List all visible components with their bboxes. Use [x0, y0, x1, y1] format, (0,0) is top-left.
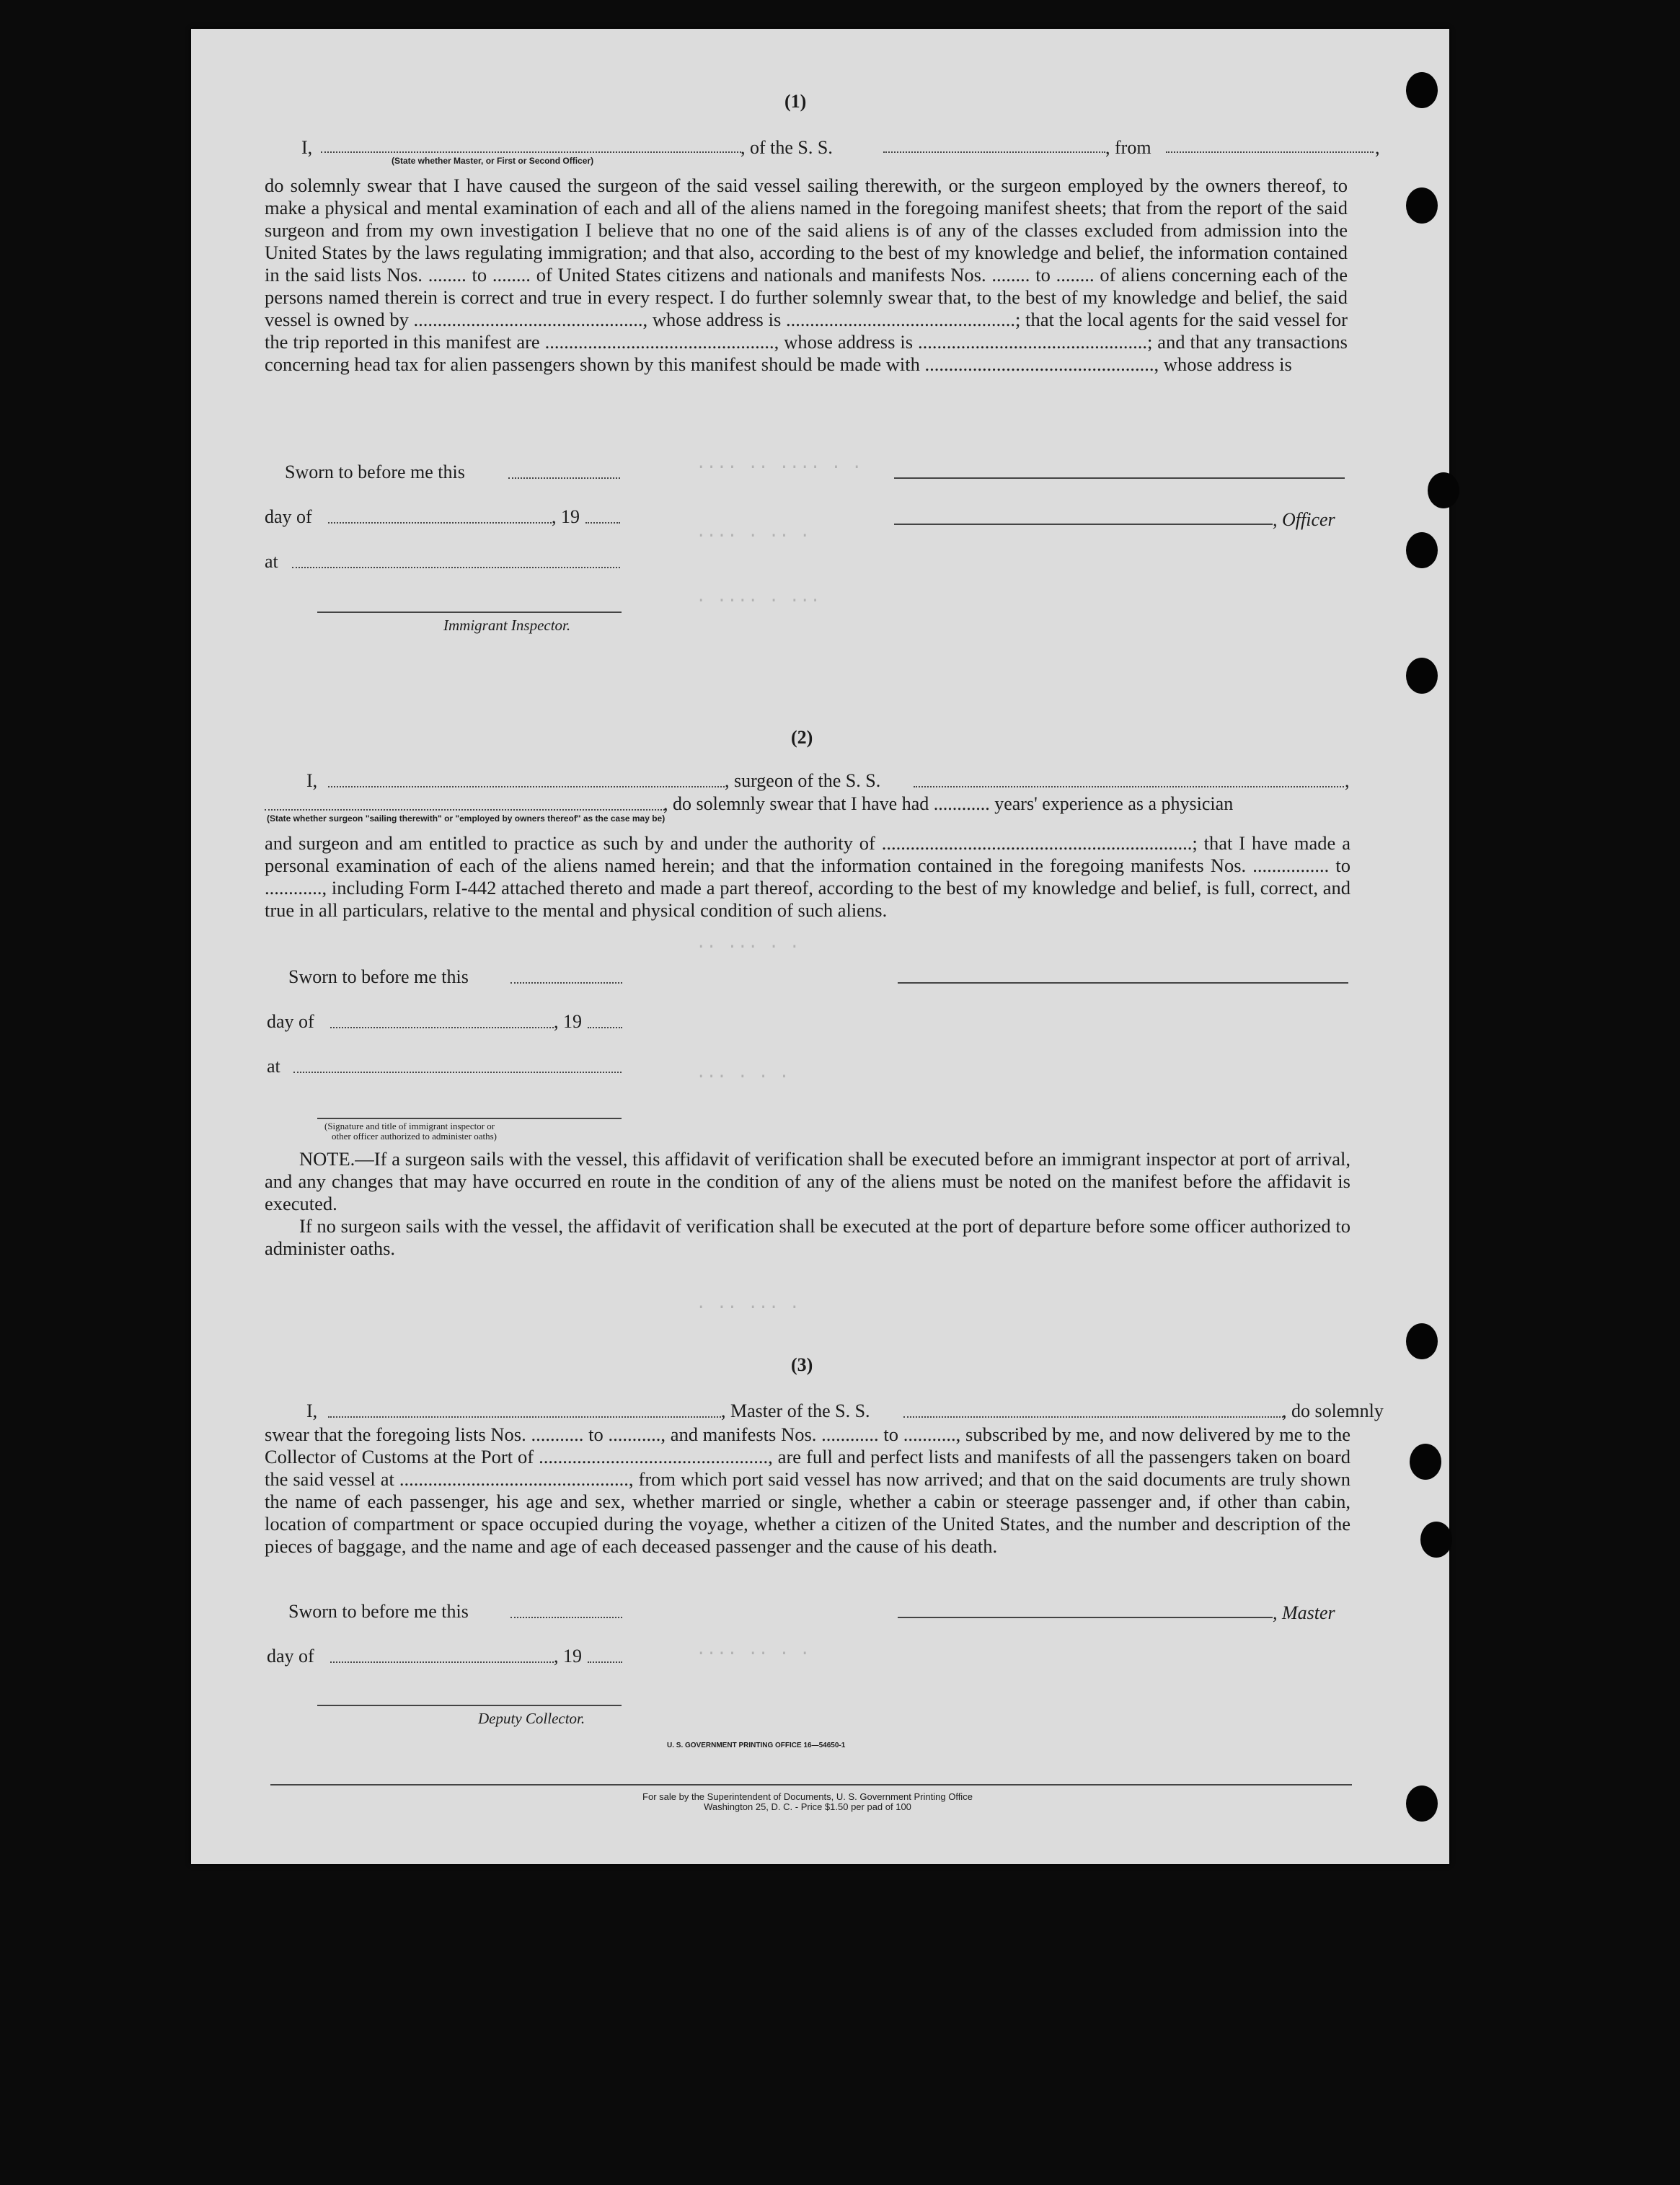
s1-inspector-title: Immigrant Inspector.: [443, 617, 571, 634]
s3-year-field[interactable]: [588, 1661, 622, 1663]
s1-end: ,: [1375, 137, 1380, 158]
s1-day-of: day of: [265, 506, 312, 527]
footer-rule: [270, 1784, 1352, 1785]
s1-officer: , Officer: [1273, 509, 1335, 530]
s3-collector-title: Deputy Collector.: [478, 1710, 585, 1727]
s1-at: at: [265, 551, 278, 572]
s1-sworn-field[interactable]: [508, 477, 620, 479]
s2-body: and surgeon and am entitled to practice as such by and under the authority of .................................................................; that I have made a personal examination of each of the aliens named herein; and that the information contained in the foregoing manifests Nos. ................ to ............, including Form I-442 attached thereto and made a part thereof, according to the best of my knowledge and belief, is full, correct, and true in all particulars, relative to the mental and physical condition of such aliens.: [265, 832, 1350, 921]
bleed-through: ··· · · ·: [696, 1067, 790, 1087]
s2-at-field[interactable]: [293, 1072, 622, 1073]
s2-officer-title-2: other officer authorized to administer oaths): [332, 1131, 497, 1142]
s1-from-field[interactable]: [1166, 151, 1374, 153]
s2-capacity-field[interactable]: [265, 809, 665, 811]
section-3-number: (3): [791, 1354, 813, 1375]
s3-sworn: Sworn to before me this: [288, 1601, 469, 1622]
bleed-through: ···· ·· · ·: [696, 1644, 810, 1664]
bleed-through: · ·· ··· ·: [696, 1298, 800, 1317]
s1-signature-line[interactable]: [894, 477, 1345, 479]
sale-line-1: For sale by the Superintendent of Documents, U. S. Government Printing Office: [642, 1791, 973, 1802]
s3-master: , Master: [1273, 1602, 1335, 1623]
bleed-through: · ···· · ···: [696, 591, 821, 611]
s1-body: do solemnly swear that I have caused the surgeon of the said vessel sailing therewith, or the surgeon employed by the owners thereof, to make a physical and mental examination of each and all of the aliens named in the foregoing manifest sheets; that from the report of the said surgeon and from my own investigation I believe that no one of the said aliens is of any of the classes excluded from admission into the United States by the laws regulating immigration; and that also, according to the best of my knowledge and belief, the information contained in the said lists Nos. ........ to ........ of United States citizens and nationals and manifests Nos. ........ to ........ of aliens concerning each of the persons named therein is correct and true in every respect. I do further solemnly swear that, to the best of my knowledge and belief, the said vessel is owned by ................................................, whose address is ................................................; that the local agents for the said vessel for the trip reported in this manifest are ................................................, whose address is ................................................; and that any transactions concerning head tax for alien passengers shown by this manifest should be made with ................................................, whose address is: [265, 175, 1348, 375]
s1-sworn: Sworn to before me this: [285, 462, 465, 482]
s2-line2: , do solemnly swear that I have had ............ years' experience as a physician: [663, 793, 1234, 814]
s1-vessel-field[interactable]: [883, 151, 1105, 153]
s3-day-field[interactable]: [330, 1661, 554, 1663]
s2-at: at: [267, 1056, 280, 1077]
s3-day-of: day of: [267, 1646, 314, 1667]
s2-sworn: Sworn to before me this: [288, 966, 469, 987]
binder-hole: [1406, 1785, 1438, 1822]
s3-prefix: I,: [306, 1400, 318, 1421]
binder-hole: [1410, 1444, 1441, 1480]
s2-day-field[interactable]: [330, 1027, 554, 1028]
s1-from: , from: [1105, 137, 1151, 158]
s1-hint: (State whether Master, or First or Second Officer): [392, 156, 594, 166]
binder-hole: [1406, 658, 1438, 694]
s1-day-field[interactable]: [328, 522, 552, 524]
s2-note2: If no surgeon sails with the vessel, the affidavit of verification shall be executed at the port of departure before some officer authorized to administer oaths.: [265, 1215, 1350, 1259]
binder-hole: [1428, 472, 1459, 508]
s3-master-line[interactable]: [898, 1617, 1273, 1618]
s2-officer-line[interactable]: [317, 1118, 622, 1119]
form-page: [191, 29, 1449, 1864]
binder-hole: [1406, 1323, 1438, 1359]
bleed-through: ···· · ·· ·: [696, 526, 810, 546]
s2-surgeon-of: , surgeon of the S. S.: [725, 770, 881, 791]
s1-of-ss: , of the S. S.: [740, 137, 833, 158]
s2-officer-title-1: (Signature and title of immigrant inspector or: [324, 1121, 495, 1131]
section-2-number: (2): [791, 727, 813, 748]
s2-day-of: day of: [267, 1011, 314, 1032]
s2-name-field[interactable]: [328, 786, 725, 787]
binder-hole: [1406, 72, 1438, 108]
s3-body: swear that the foregoing lists Nos. ........... to ..........., and manifests Nos. ............ to ..........., subscribed by me, and now delivered by me to the Collector of Customs at the Port of ................................................, are full and perfect lists and manifests of all the passengers taken on board the said vessel at ................................................, from which port said vessel has now arrived; and that on the said documents are truly shown the name of each passenger, his age and sex, whether married or single, whether a cabin or steerage passenger and, if other than cabin, location of compartment or space occupied during the voyage, whether a citizen of the United States, and the number and description of the pieces of baggage, and the name and age of each deceased passenger and the cause of his death.: [265, 1423, 1350, 1557]
s2-year-field[interactable]: [588, 1027, 622, 1028]
s1-at-field[interactable]: [292, 567, 620, 568]
s2-end: ,: [1345, 770, 1350, 791]
bleed-through: ·· ··· · ·: [696, 937, 800, 957]
binder-hole: [1406, 532, 1438, 568]
s1-name-field[interactable]: [321, 151, 741, 153]
s2-vessel-field[interactable]: [914, 786, 1344, 787]
s2-note1: [265, 1148, 1350, 1215]
s3-collector-line[interactable]: [317, 1705, 622, 1706]
s3-master-of: , Master of the S. S.: [721, 1400, 870, 1421]
s3-name-field[interactable]: [328, 1416, 721, 1418]
s1-year: , 19: [552, 506, 580, 527]
s3-sworn-field[interactable]: [510, 1617, 622, 1618]
s2-year: , 19: [554, 1011, 582, 1032]
binder-hole: [1420, 1522, 1452, 1558]
s1-officer-line[interactable]: [894, 524, 1273, 525]
section-1-number: (1): [784, 91, 807, 112]
s3-vessel-field[interactable]: [903, 1416, 1283, 1418]
s2-sworn-field[interactable]: [510, 982, 622, 984]
binder-hole: [1406, 187, 1438, 224]
s1-year-field[interactable]: [585, 522, 620, 524]
gpo-imprint: U. S. GOVERNMENT PRINTING OFFICE 16—54650-1: [667, 1742, 846, 1749]
s1-prefix: I,: [301, 137, 313, 158]
s3-end: , do solemnly: [1282, 1400, 1384, 1421]
s3-year: , 19: [554, 1646, 582, 1667]
s2-hint: (State whether surgeon "sailing therewith" or "employed by owners thereof" as the case may be): [267, 813, 666, 824]
s2-signature-line[interactable]: [898, 982, 1348, 984]
sale-line-2: Washington 25, D. C. - Price $1.50 per pad of 100: [704, 1801, 911, 1812]
s2-note-label: NOTE.—: [299, 1148, 374, 1170]
s1-inspector-line[interactable]: [317, 612, 622, 613]
s2-note1-text: If a surgeon sails with the vessel, this affidavit of verification shall be executed before an immigrant inspector at port of arrival, and any changes that may have occurred en route in the condition of any of the aliens must be noted on the manifest before the affidavit is executed.: [265, 1148, 1350, 1214]
bleed-through: ···· ·· ···· · ·: [696, 458, 862, 477]
s2-prefix: I,: [306, 770, 318, 791]
